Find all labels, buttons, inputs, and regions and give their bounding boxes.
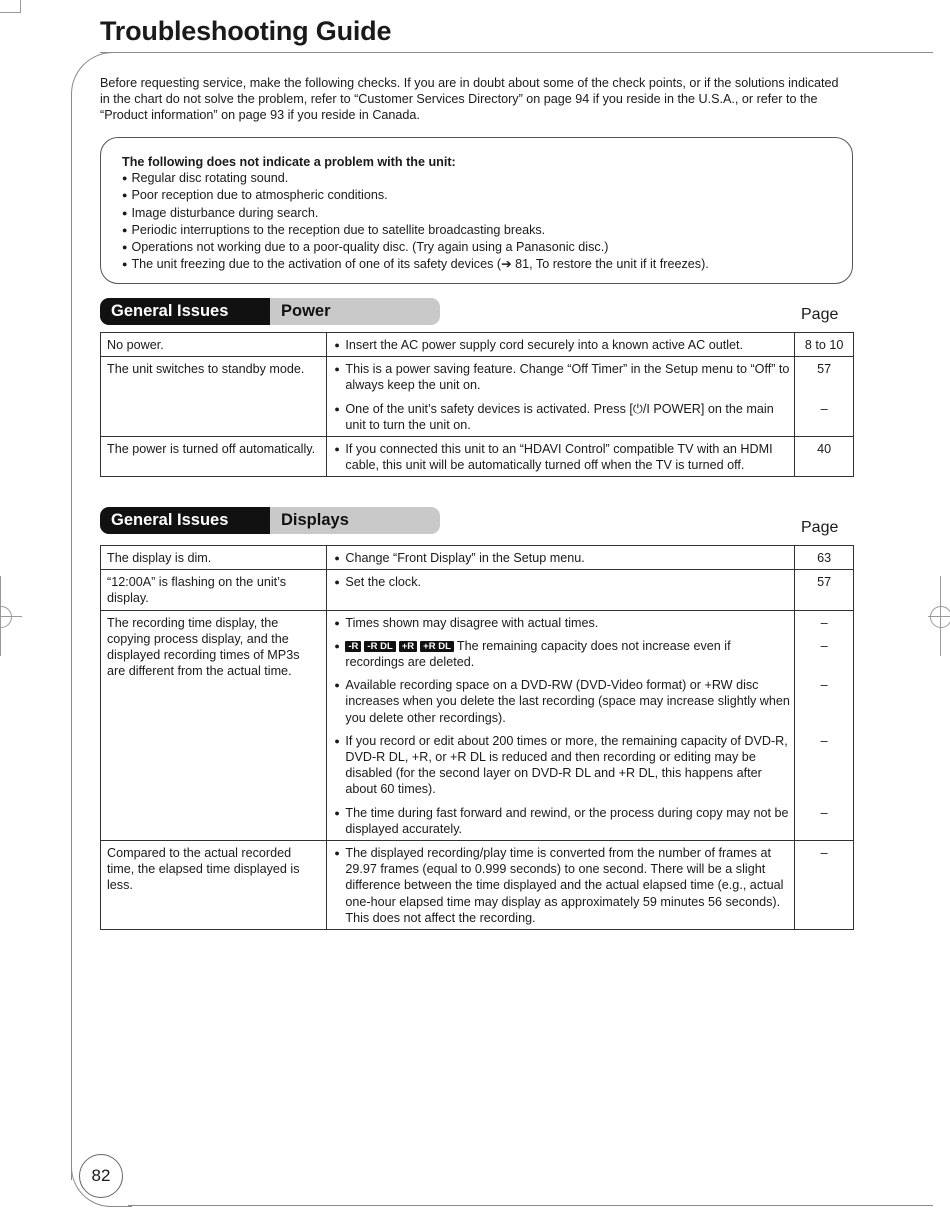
table-row <box>101 357 854 437</box>
solution-item: ● Set the clock. <box>334 574 790 590</box>
page-cell <box>795 333 854 357</box>
problem-cell: “12:00A” is flashing on the unit’s display. <box>101 570 327 610</box>
notice-item: ● Image disturbance during search. <box>122 205 832 222</box>
notice-box <box>100 137 853 284</box>
section-header-power <box>100 298 440 325</box>
solution-item: ● Available recording space on a DVD-RW (DVD-Video format) or +RW disc increases when you delete the last recording (space may increase slightly when you delete other recordings). <box>334 677 790 726</box>
page-ref: 57 <box>817 575 832 590</box>
page-frame-left <box>71 110 72 1180</box>
solution-item: ● This is a power saving feature. Change “Off Timer” in the Setup menu to “Off” to always keep the unit on. <box>334 361 790 393</box>
solution-cell <box>327 841 795 930</box>
notice-item: ● Periodic interruptions to the reception due to satellite broadcasting breaks. <box>122 222 832 239</box>
registration-line-right-v <box>940 576 941 656</box>
solution-item: ● If you record or edit about 200 times or more, the remaining capacity of DVD-R, DVD-R DL, +R, or +R DL is reduced and then recording or editing may be disabled (for the second layer on DVD-R DL and +R DL, this happens after about 60 times). <box>334 733 790 798</box>
page-ref: – <box>820 401 828 416</box>
disc-tag: +R DL <box>420 641 454 652</box>
registration-mark-left <box>0 606 12 628</box>
page-ref: – <box>820 678 828 693</box>
solution-cell <box>327 570 795 610</box>
table-row <box>101 570 854 610</box>
section-category: General Issues <box>100 507 270 534</box>
section-header-displays <box>100 507 440 534</box>
solution-item: ● The time during fast forward and rewind, or the process during copy may not be displayed accurately. <box>334 805 790 837</box>
registration-line-left <box>0 616 22 617</box>
solution-cell <box>327 546 795 570</box>
page-frame-top <box>100 52 933 53</box>
registration-line-left-v <box>0 576 1 656</box>
page-ref: – <box>820 638 828 653</box>
section-topic: Power <box>270 298 440 325</box>
page-column-label: Page <box>801 519 839 536</box>
page-cell <box>795 357 854 437</box>
solution-item: ● The displayed recording/play time is converted from the number of frames at 29.97 frames (equal to 0.999 seconds) to one second. There will be a slight difference between the time displayed and the actual elapsed time (e.g., actual one-hour elapsed time may display as approximately 59 minutes 56 seconds). This does not affect the recording. <box>334 845 790 926</box>
solution-item: ● One of the unit’s safety devices is activated. Press [⏻/I POWER] on the main unit to turn the unit on. <box>334 401 790 433</box>
page-ref: 57 <box>817 362 832 377</box>
page-ref: – <box>820 733 828 748</box>
notice-item: ● Poor reception due to atmospheric conditions. <box>122 187 832 204</box>
crop-mark <box>0 0 21 13</box>
solution-item <box>334 638 790 670</box>
page-number: 82 <box>79 1154 123 1198</box>
problem-cell: No power. <box>101 333 327 357</box>
problem-cell: The unit switches to standby mode. <box>101 357 327 437</box>
notice-item: ● Operations not working due to a poor-quality disc. (Try again using a Panasonic disc.) <box>122 239 832 256</box>
page-ref: 63 <box>817 551 832 565</box>
table-row <box>101 546 854 570</box>
page-cell <box>795 570 854 610</box>
page-cell <box>795 841 854 930</box>
table-row <box>101 610 854 840</box>
intro-paragraph: Before requesting service, make the following checks. If you are in doubt about some of the check points, or if the solutions indicated in the chart do not solve the problem, refer to “Customer Services Directory” on page 94 if you reside in the U.S.A., or refer to the “Product information” on page 93 if you reside in Canada. <box>100 76 839 123</box>
section-topic: Displays <box>270 507 440 534</box>
page-cell <box>795 546 854 570</box>
solution-cell <box>327 333 795 357</box>
disc-tag: +R <box>399 641 417 652</box>
solution-item: ● Insert the AC power supply cord securely into a known active AC outlet. <box>334 337 790 353</box>
solution-cell <box>327 437 795 477</box>
page-ref: – <box>820 615 828 630</box>
notice-item: ● Regular disc rotating sound. <box>122 170 832 187</box>
notice-list <box>122 170 832 273</box>
page-cell <box>795 610 854 840</box>
solution-item: ● If you connected this unit to an “HDAVI Control” compatible TV with an HDMI cable, this unit will be automatically turned off when the TV is turned off. <box>334 441 790 473</box>
page-cell <box>795 437 854 477</box>
problem-cell: The recording time display, the copying process display, and the displayed recording times of MP3s are different from the actual time. <box>101 610 327 840</box>
page-ref: – <box>820 805 828 820</box>
registration-line-right <box>928 616 950 617</box>
table-row <box>101 333 854 357</box>
solution-item: ● Change “Front Display” in the Setup menu. <box>334 550 790 566</box>
troubleshooting-table-displays <box>100 545 854 930</box>
problem-cell: Compared to the actual recorded time, the elapsed time displayed is less. <box>101 841 327 930</box>
solution-item: ● Times shown may disagree with actual times. <box>334 615 790 631</box>
page-ref: 40 <box>817 442 832 457</box>
page-frame-bottom <box>128 1205 933 1206</box>
page-title: Troubleshooting Guide <box>100 16 392 46</box>
table-row <box>101 841 854 930</box>
page-column-label: Page <box>801 306 839 323</box>
notice-title: The following does not indicate a problem with the unit: <box>122 155 456 169</box>
troubleshooting-table-power <box>100 332 854 477</box>
solution-text: The remaining capacity does not increase even if recordings are deleted. <box>345 638 731 670</box>
solution-cell <box>327 357 795 437</box>
notice-item: ● The unit freezing due to the activation of one of its safety devices (➔ 81, To restore the unit if it freezes). <box>122 256 832 273</box>
table-row <box>101 437 854 477</box>
section-category: General Issues <box>100 298 270 325</box>
disc-tag: -R <box>345 641 361 652</box>
solution-cell <box>327 610 795 840</box>
page-ref: 8 to 10 <box>804 338 844 352</box>
page-ref: – <box>820 846 828 861</box>
disc-tag: -R DL <box>364 641 395 652</box>
problem-cell: The display is dim. <box>101 546 327 570</box>
problem-cell: The power is turned off automatically. <box>101 437 327 477</box>
